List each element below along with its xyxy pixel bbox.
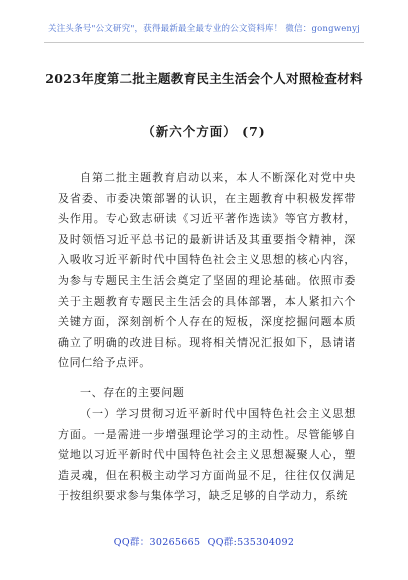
document-subtitle: （新六个方面） (7) [142, 124, 266, 139]
footer-contact [0, 534, 408, 548]
body-paragraph-2 [58, 404, 356, 507]
paragraph-text: （一）学习贯彻习近平新时代中国特色社会主义思想方面。一是需进一步增强理论学习的主动性。尽管能够自觉地以习近平新时代中国特色社会主义思想凝聚人心，塑造灵魂，但在积极主动学习方面尚显不足，往往仅仅满足于按组织要求参与集体学习，缺乏足够的自学动力，系统 [58, 407, 356, 503]
header-note: 关注头条号"公文研究"，获得最新最全最专业的公文资料库！ 微信：gongwenyj [48, 24, 360, 34]
document-title: 2023年度第二批主题教育民主生活会个人对照检查材料 [45, 71, 363, 86]
paragraph-text: 自第二批主题教育启动以来，本人不断深化对党中央及省委、市委决策部署的认识，在主题教育中积极发挥带头作用。专心致志研读《习近平著作选读》等官方教材，及时领悟习近平总书记的最新讲话及其重要指令精神，深入吸收习近平新时代中国特色社会主义思想的核心内容，为参与专题民主生活会奠定了坚固的理论基础。依照市委关于主题教育专题民主生活会的具体部署，本人紧扣六个关键方面，深刻剖析个人存在的短板，深度挖掘问题本质确立了明确的改进目标。现将相关情况汇报如下，恳请诸位同仁给予点评。 [58, 171, 356, 370]
section-heading-text: 一、存在的主要问题 [80, 386, 185, 399]
body-paragraph-1 [58, 168, 356, 374]
section-heading [58, 383, 356, 404]
header-divider [44, 42, 364, 43]
footer-qq-group-2: QQ群:535304092 [207, 537, 295, 548]
footer-qq-group-1: QQ群：30265665 [113, 537, 201, 548]
